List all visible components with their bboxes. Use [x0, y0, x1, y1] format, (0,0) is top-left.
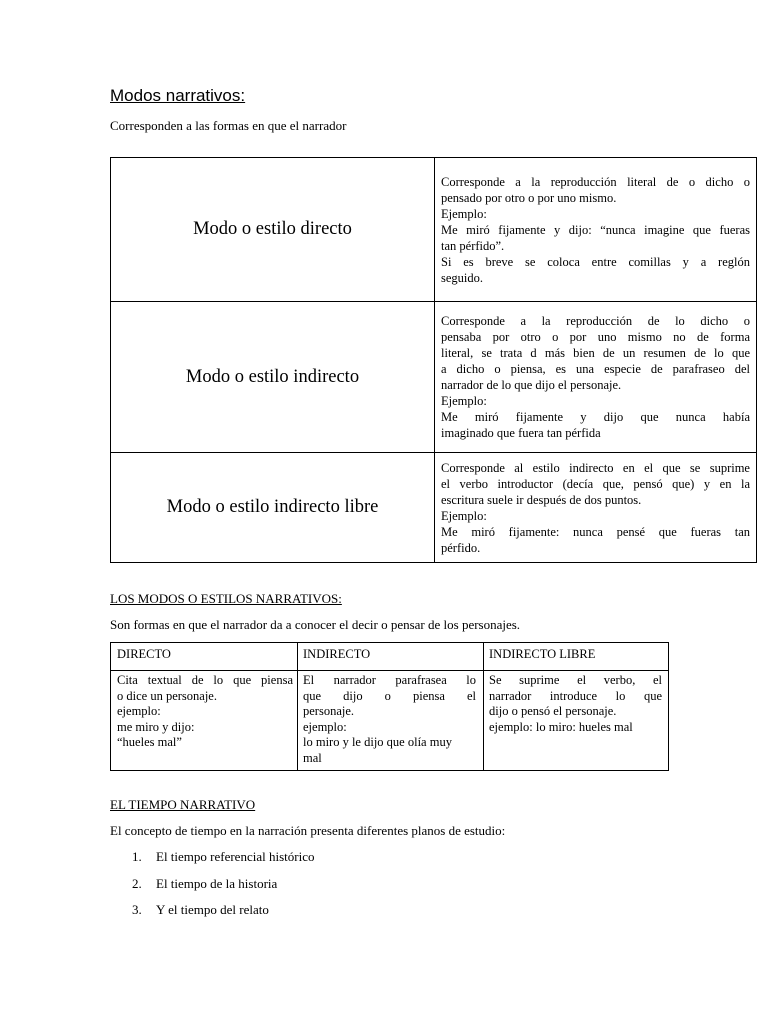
list-text: El tiempo de la historia — [156, 875, 278, 891]
mode-description — [435, 302, 756, 452]
desc-line: Me miró fijamente: nunca pensé que fueras tan — [441, 524, 750, 539]
cell-line: que dijo o piensa el — [303, 688, 476, 703]
cell-line: me miro y dijo: — [117, 719, 195, 734]
cell-line: ejemplo: — [303, 719, 347, 734]
desc-line: Me miró fijamente y dijo: “nunca imagine que fueras — [441, 222, 750, 237]
cell-directo — [117, 673, 293, 751]
list-text: Y el tiempo del relato — [156, 902, 269, 917]
list-number: 2. — [132, 875, 142, 891]
modes-row-indirect — [111, 301, 756, 452]
cell-line: El narrador parafrasea lo — [303, 673, 476, 687]
modes-row-direct — [111, 158, 756, 301]
page-title: Modos narrativos: — [110, 86, 246, 105]
cell-line: ejemplo: — [117, 704, 161, 718]
desc-line: pérfido. — [441, 540, 481, 555]
desc-line: Corresponde a la reproducción de lo dicho o — [441, 314, 750, 328]
desc-line: escritura suele ir después de dos puntos. — [441, 492, 642, 507]
cell-line: personaje. — [303, 704, 355, 718]
cell-indirecto — [303, 673, 476, 766]
desc-line: a dicho o piensa, es una especie de parafraseo del — [441, 362, 750, 376]
cell-line: ejemplo: lo miro: hueles mal — [489, 719, 633, 734]
desc-line: imaginado que fuera tan pérfida — [441, 426, 601, 440]
desc-line: Ejemplo: — [441, 206, 487, 221]
modes-row-free-indirect — [111, 452, 756, 562]
desc-line: narrador de lo que dijo el personaje. — [441, 378, 622, 392]
desc-line: tan pérfido”. — [441, 238, 505, 253]
intro-text: Corresponden a las formas en que el narrador — [110, 118, 347, 133]
cell-line: Cita textual de lo que piensa — [117, 673, 293, 687]
list-item — [110, 849, 314, 876]
desc-line: Corresponde a la reproducción literal de o dicho o — [441, 174, 750, 189]
header-directo: DIRECTO — [117, 647, 171, 661]
header-indirecto: INDIRECTO — [303, 647, 371, 661]
desc-line: pensaba por otro o por uno mismo no de forma — [441, 330, 750, 344]
header-indirecto-libre: INDIRECTO LIBRE — [489, 647, 596, 661]
modes-table — [110, 157, 757, 563]
mode-description — [435, 158, 756, 301]
column-divider — [483, 643, 484, 770]
styles-table — [110, 642, 669, 771]
mode-name: Modo o estilo indirecto — [111, 302, 435, 452]
list-item — [110, 876, 314, 903]
cell-line: mal — [303, 750, 322, 765]
section-text-time: El concepto de tiempo en la narración presenta diferentes planos de estudio: — [110, 823, 506, 838]
desc-line: Me miró fijamente y dijo que nunca había — [441, 410, 750, 424]
list-text: El tiempo referencial histórico — [156, 849, 315, 864]
cell-line: “hueles mal” — [117, 735, 182, 749]
cell-line: narrador introduce lo que — [489, 688, 662, 703]
desc-line: el verbo introductor (decía que, pensó que) y en la — [441, 476, 750, 491]
time-planes-list — [110, 849, 314, 929]
list-number: 1. — [132, 849, 142, 864]
desc-line: pensado por otro o por uno mismo. — [441, 190, 617, 205]
desc-line: seguido. — [441, 270, 484, 285]
mode-description — [435, 453, 756, 562]
desc-line: Si es breve se coloca entre comillas y a reglón — [441, 254, 750, 269]
desc-line: Corresponde al estilo indirecto en el que se suprime — [441, 460, 750, 475]
desc-line: literal, se trata d más bien de un resumen de lo que — [441, 346, 750, 360]
column-divider — [297, 643, 298, 770]
list-number: 3. — [132, 902, 142, 917]
mode-name: Modo o estilo indirecto libre — [111, 453, 435, 562]
section-heading-modes: LOS MODOS O ESTILOS NARRATIVOS: — [110, 591, 342, 606]
cell-line: dijo o pensó el personaje. — [489, 704, 617, 718]
list-item — [110, 902, 314, 929]
desc-line: Ejemplo: — [441, 394, 487, 408]
section-heading-time: EL TIEMPO NARRATIVO — [110, 797, 256, 812]
desc-line: Ejemplo: — [441, 508, 487, 523]
cell-line: o dice un personaje. — [117, 688, 217, 703]
cell-indirecto-libre — [489, 673, 662, 735]
section-text-modes: Son formas en que el narrador da a conocer el decir o pensar de los personajes. — [110, 617, 521, 632]
cell-line: Se suprime el verbo, el — [489, 673, 662, 687]
cell-line: lo miro y le dijo que olía muy — [303, 735, 452, 749]
mode-name: Modo o estilo directo — [111, 158, 435, 301]
